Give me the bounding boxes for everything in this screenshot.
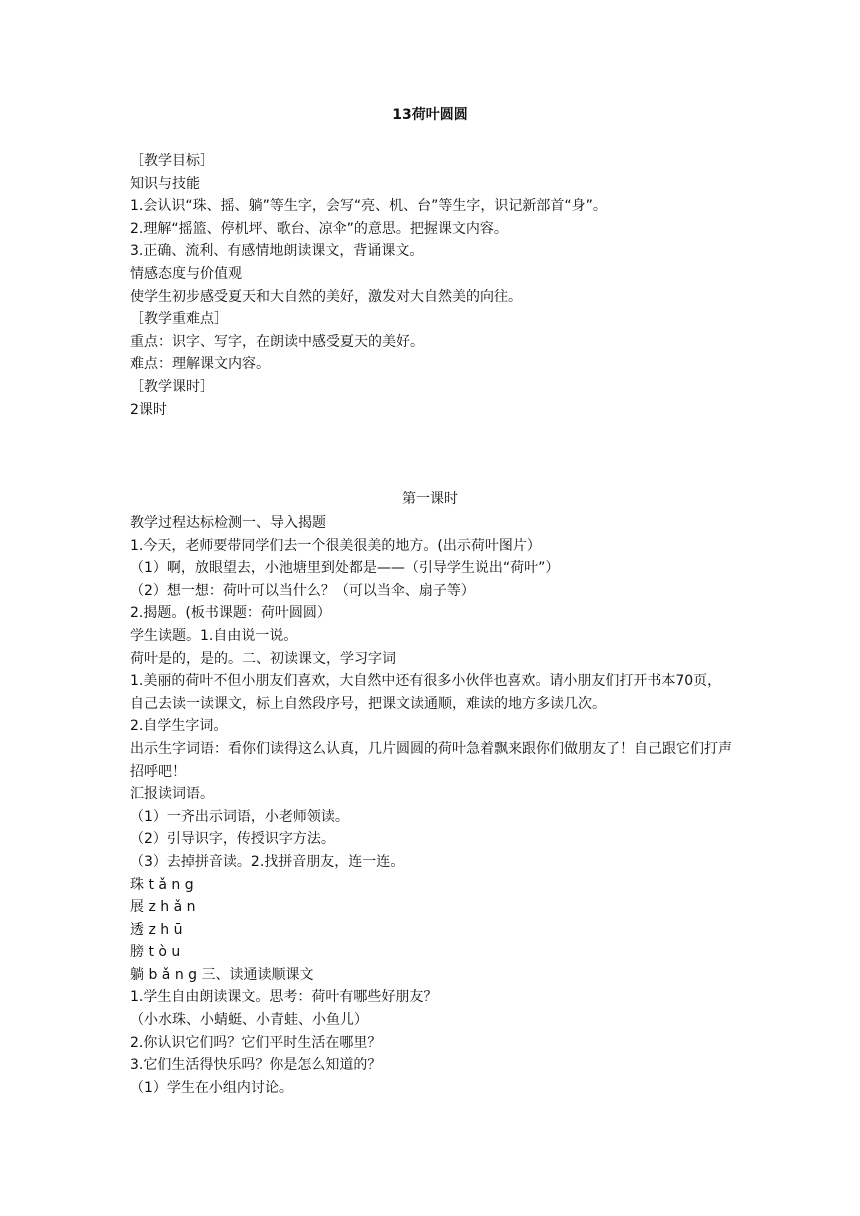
teaching-process-section [130, 512, 735, 1099]
paragraph-line: 1.学生自由朗读课文。思考：荷叶有哪些好朋友？ [130, 989, 438, 1006]
paragraph-line: 躺 b ǎ n g 三、读通读顺课文 [130, 966, 314, 983]
paragraph-line: 出示生字词语：看你们读得这么认真，几片圆圆的荷叶急着飘来跟你们做朋友了！自己跟它们打声招呼吧！ [130, 740, 732, 780]
paragraph-line: 3.正确、流利、有感情地朗读课文，背诵课文。 [130, 243, 424, 260]
paragraph-line: 难点：理解课文内容。 [130, 356, 270, 373]
paragraph-line: 2课时 [130, 401, 167, 418]
paragraph-line: 教学过程达标检测一、导入揭题 [130, 515, 326, 531]
paragraph-line: （1）啊，放眼望去，小池塘里到处都是——（引导学生说出“荷叶”） [130, 560, 560, 577]
paragraph-line: 汇报读词语。 [130, 786, 214, 803]
paragraph-line: 情感态度与价值观 [130, 265, 242, 282]
paragraph-line: 荷叶是的，是的。二、初读课文，学习字词 [130, 650, 396, 667]
paragraph-line: 重点：识字、写字，在朗读中感受夏天的美好。 [130, 333, 424, 350]
document-title: 13荷叶圆圆 [392, 107, 468, 123]
paragraph-line: （1）一齐出示词语，小老师领读。 [130, 808, 349, 825]
paragraph-line: 1.今天，老师要带同学们去一个很美很美的地方。(出示荷叶图片） [130, 537, 541, 554]
paragraph-line: （1）学生在小组内讨论。 [130, 1079, 293, 1096]
paragraph-line: 知识与技能 [130, 175, 200, 192]
paragraph-line: 膀 t ò u [130, 944, 181, 961]
paragraph-line: 2.你认识它们吗？它们平时生活在哪里？ [130, 1034, 382, 1051]
paragraph-line: 展 z h ǎ n [130, 899, 196, 916]
paragraph-line: （小水珠、小蜻蜓、小青蛙、小鱼儿） [130, 1012, 368, 1029]
paragraph-line: ［教学重难点］ [130, 311, 228, 328]
paragraph-line: （2）引导识字，传授识字方法。 [130, 831, 335, 848]
paragraph-line: 2.自学生字词。 [130, 718, 228, 735]
paragraph-line: 2.揭题。(板书课题：荷叶圆圆） [130, 605, 331, 622]
paragraph-line: 1.美丽的荷叶不但小朋友们喜欢，大自然中还有很多小伙伴也喜欢。请小朋友们打开书本70页，自己去读一读课文，标上自然段序号，把课文读通顺，难读的地方多读几次。 [130, 673, 722, 712]
paragraph-line: 使学生初步感受夏天和大自然的美好，激发对大自然美的向往。 [130, 288, 522, 305]
paragraph-line: ［教学课时］ [130, 378, 214, 395]
teaching-objectives-section [130, 150, 735, 421]
paragraph-line: ［教学目标］ [130, 153, 214, 169]
paragraph-line: 透 z h ū [130, 921, 183, 938]
paragraph-line: 2.理解“摇篮、停机坪、歌台、凉伞”的意思。把握课文内容。 [130, 220, 508, 237]
paragraph-line: （3）去掉拼音读。2.找拼音朋友，连一连。 [130, 853, 405, 870]
paragraph-line: 3.它们生活得快乐吗？你是怎么知道的？ [130, 1057, 382, 1074]
section-title: 第一课时 [402, 491, 458, 507]
paragraph-line: 学生读题。1.自由说一说。 [130, 627, 298, 644]
paragraph-line: 1.会认识“珠、摇、躺”等生字，会写“亮、机、台”等生字，识记新部首“身”。 [130, 198, 607, 215]
paragraph-line: 珠 t ǎ n g [130, 876, 194, 893]
paragraph-line: （2）想一想：荷叶可以当什么？（可以当伞、扇子等） [130, 582, 475, 599]
